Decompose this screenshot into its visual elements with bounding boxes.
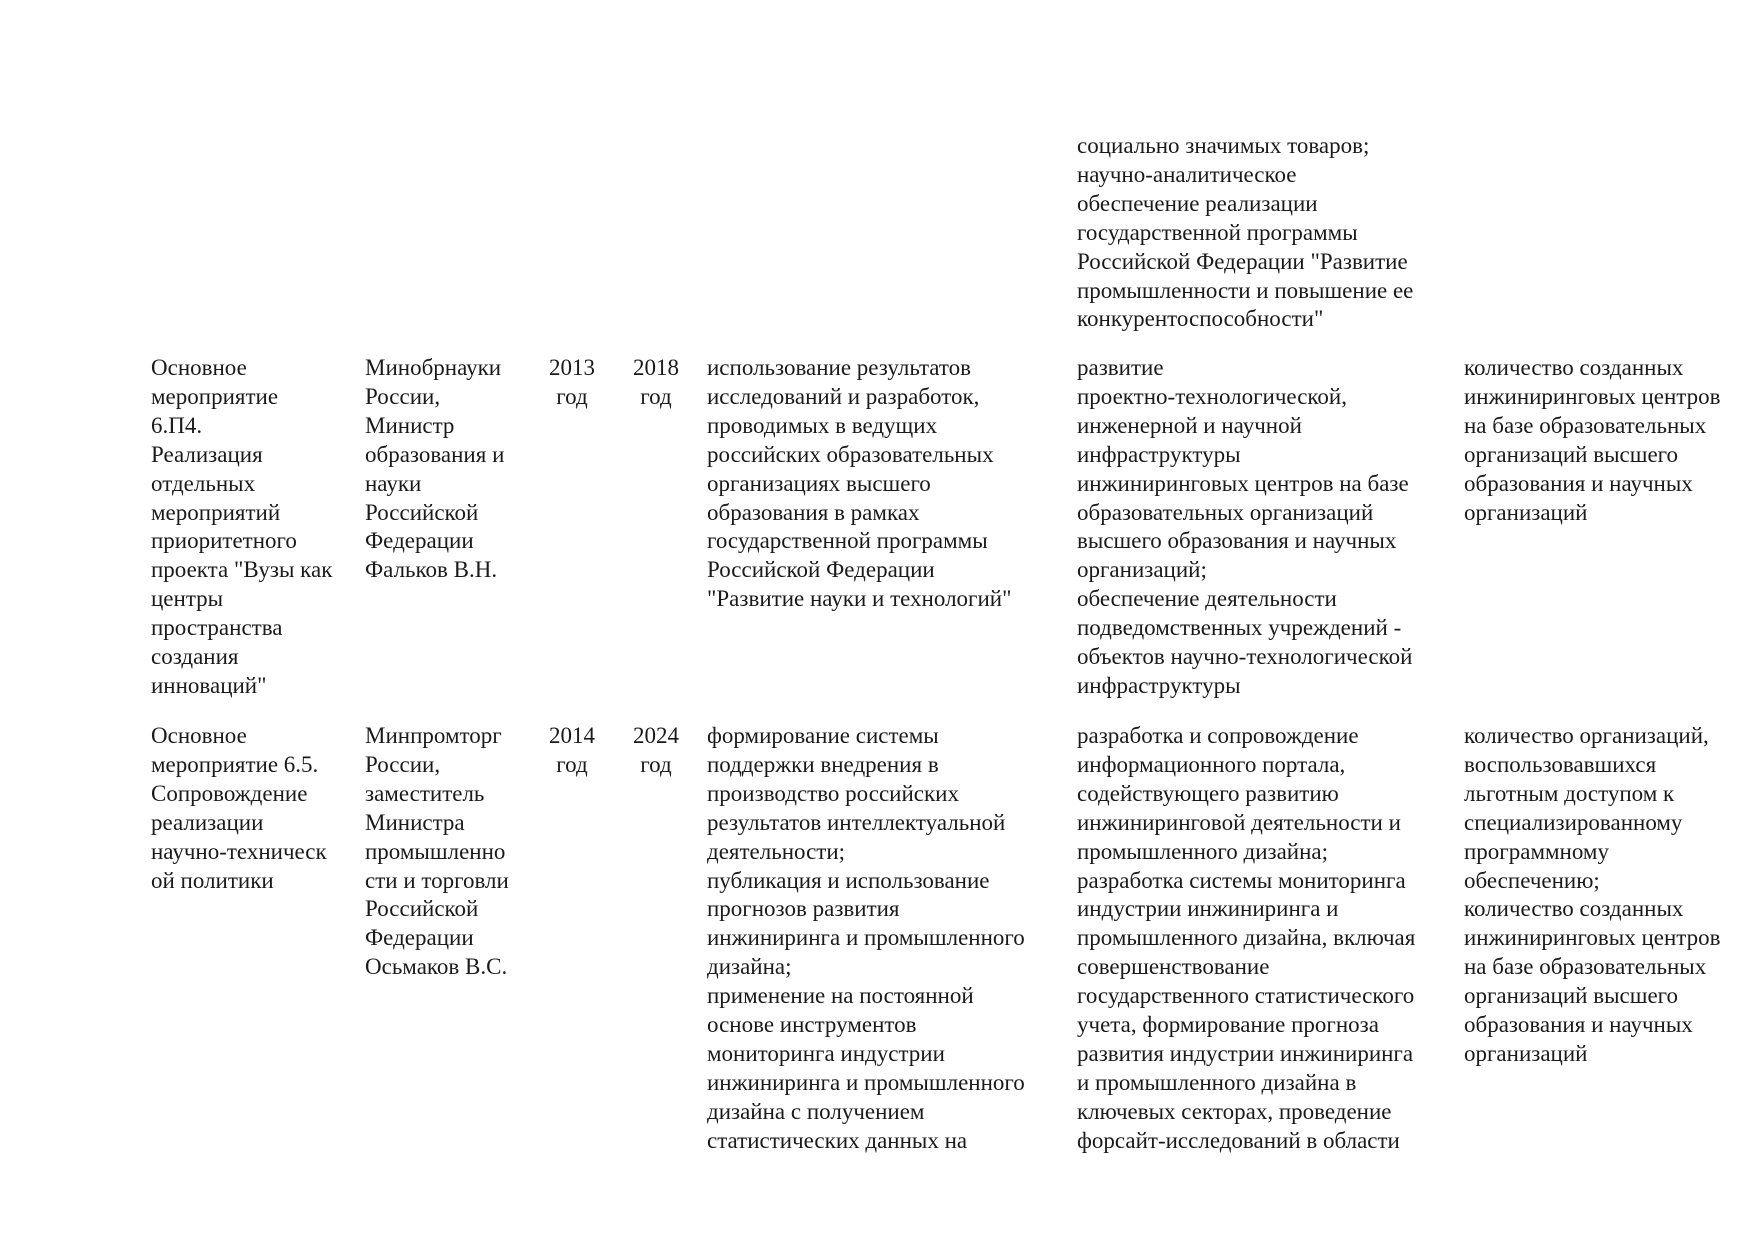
- row-1-start-year: 2013 год: [549, 355, 595, 409]
- continuation-effects-cell: социально значимых товаров; научно-аналитическое обеспечение реализации государственной программы Российской Федерации "Развитие промышленности и повышение ее конкурентоспособности": [1077, 133, 1414, 332]
- row-2-executor: Минпромторг России, заместитель Министра промышленно сти и торговли Российской Федерации Осьмаков В.С.: [365, 723, 509, 980]
- row-1-indicators: количество созданных инжиниринговых центров на базе образовательных организаций высшего образования и научных организаций: [1464, 355, 1721, 525]
- row-1-expected-result: использование результатов исследований и разработок, проводимых в ведущих российских образовательных организациях высшего образования в рамках государственной программы Российской Федерации "Развитие науки и технологий": [707, 355, 1012, 612]
- row-1-main-directions: развитие проектно-технологической, инженерной и научной инфраструктуры инжиниринговых центров на базе образовательных организаций высшего образования и научных организаций; обеспечение деятельности подведомственных учреждений - объектов научно-технологической инфраструктуры: [1077, 355, 1413, 698]
- row-2-start-year: 2014 год: [549, 723, 595, 777]
- row-2-end-year: 2024 год: [633, 723, 679, 777]
- row-1-end-year: 2018 год: [633, 355, 679, 409]
- row-2-main-directions: разработка и сопровождение информационного портала, содействующего развитию инжиниринговой деятельности и промышленного дизайна; разработка системы мониторинга индустрии инжиниринга и промышленного дизайна, включая совершенствование государственного статистического учета, формирование прогноза развития индустрии инжиниринга и промышленного дизайна в ключевых секторах, проведение форсайт-исследований в области: [1077, 723, 1416, 1153]
- row-1-executor: Минобрнауки России, Министр образования и науки Российской Федерации Фальков В.Н.: [365, 355, 505, 583]
- row-2-measure-name: Основное мероприятие 6.5. Сопровождение реализации научно-техническ ой политики: [151, 723, 327, 893]
- row-2-expected-result: формирование системы поддержки внедрения в производство российских результатов интеллектуальной деятельности; публикация и использование прогнозов развития инжиниринга и промышленного дизайна; применение на постоянной основе инструментов мониторинга индустрии инжиниринга и промышленного дизайна с получением статистических данных на: [707, 723, 1025, 1153]
- row-2-indicators: количество организаций, воспользовавшихся льготным доступом к специализированному программному обеспечению; количество созданных инжиниринговых центров на базе образовательных организаций высшего образования и научных организаций: [1464, 723, 1721, 1066]
- row-1-measure-name: Основное мероприятие 6.П4. Реализация отдельных мероприятий приоритетного проекта "Вузы как центры пространства создания инноваций": [151, 355, 333, 698]
